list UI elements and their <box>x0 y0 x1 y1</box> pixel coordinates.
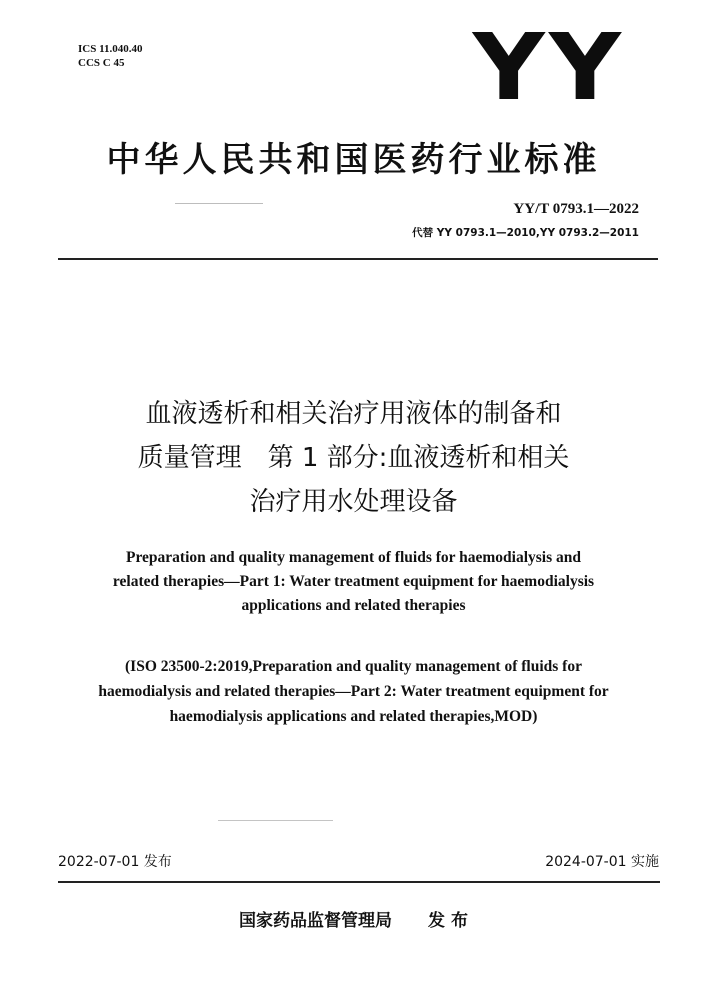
bottom-divider <box>58 881 660 883</box>
chinese-title-line: 治疗用水处理设备 <box>249 487 458 517</box>
faint-divider <box>218 820 333 821</box>
implementation-date: 2024-07-01 实施 <box>545 854 659 870</box>
faint-divider <box>175 203 263 204</box>
ics-code: ICS 11.040.40 <box>78 43 143 55</box>
yy-logo: YY <box>472 14 625 121</box>
iso-reference-line: (ISO 23500-2:2019,Preparation and quality management of fluids for <box>125 658 582 675</box>
english-title <box>0 546 707 618</box>
english-title-line: applications and related therapies <box>241 597 466 614</box>
issuer-name: 国家药品监督管理局 <box>239 911 393 931</box>
issue-date: 2022-07-01 发布 <box>58 854 172 870</box>
classification-codes <box>78 42 143 70</box>
chinese-title <box>0 392 707 524</box>
issuer-line <box>0 910 707 932</box>
standard-number: YY/T 0793.1—2022 <box>513 201 639 217</box>
chinese-title-line: 质量管理 第 1 部分:血液透析和相关 <box>137 443 570 473</box>
iso-reference-line: haemodialysis applications and related therapies,MOD) <box>169 708 538 725</box>
top-divider <box>58 258 658 260</box>
iso-reference <box>0 654 707 729</box>
english-title-line: Preparation and quality management of fluids for haemodialysis and <box>125 549 581 566</box>
organization-title: 中华人民共和国医药行业标准 <box>106 140 601 180</box>
chinese-title-line: 血液透析和相关治疗用液体的制备和 <box>145 399 562 429</box>
iso-reference-line: haemodialysis and related therapies—Part 2: Water treatment equipment for <box>98 683 609 700</box>
english-title-line: related therapies—Part 1: Water treatment equipment for haemodialysis <box>112 573 595 590</box>
replaces-standards: 代替 YY 0793.1—2010,YY 0793.2—2011 <box>412 227 639 239</box>
issue-word: 发 布 <box>428 911 468 931</box>
ccs-code: CCS C 45 <box>78 57 125 69</box>
